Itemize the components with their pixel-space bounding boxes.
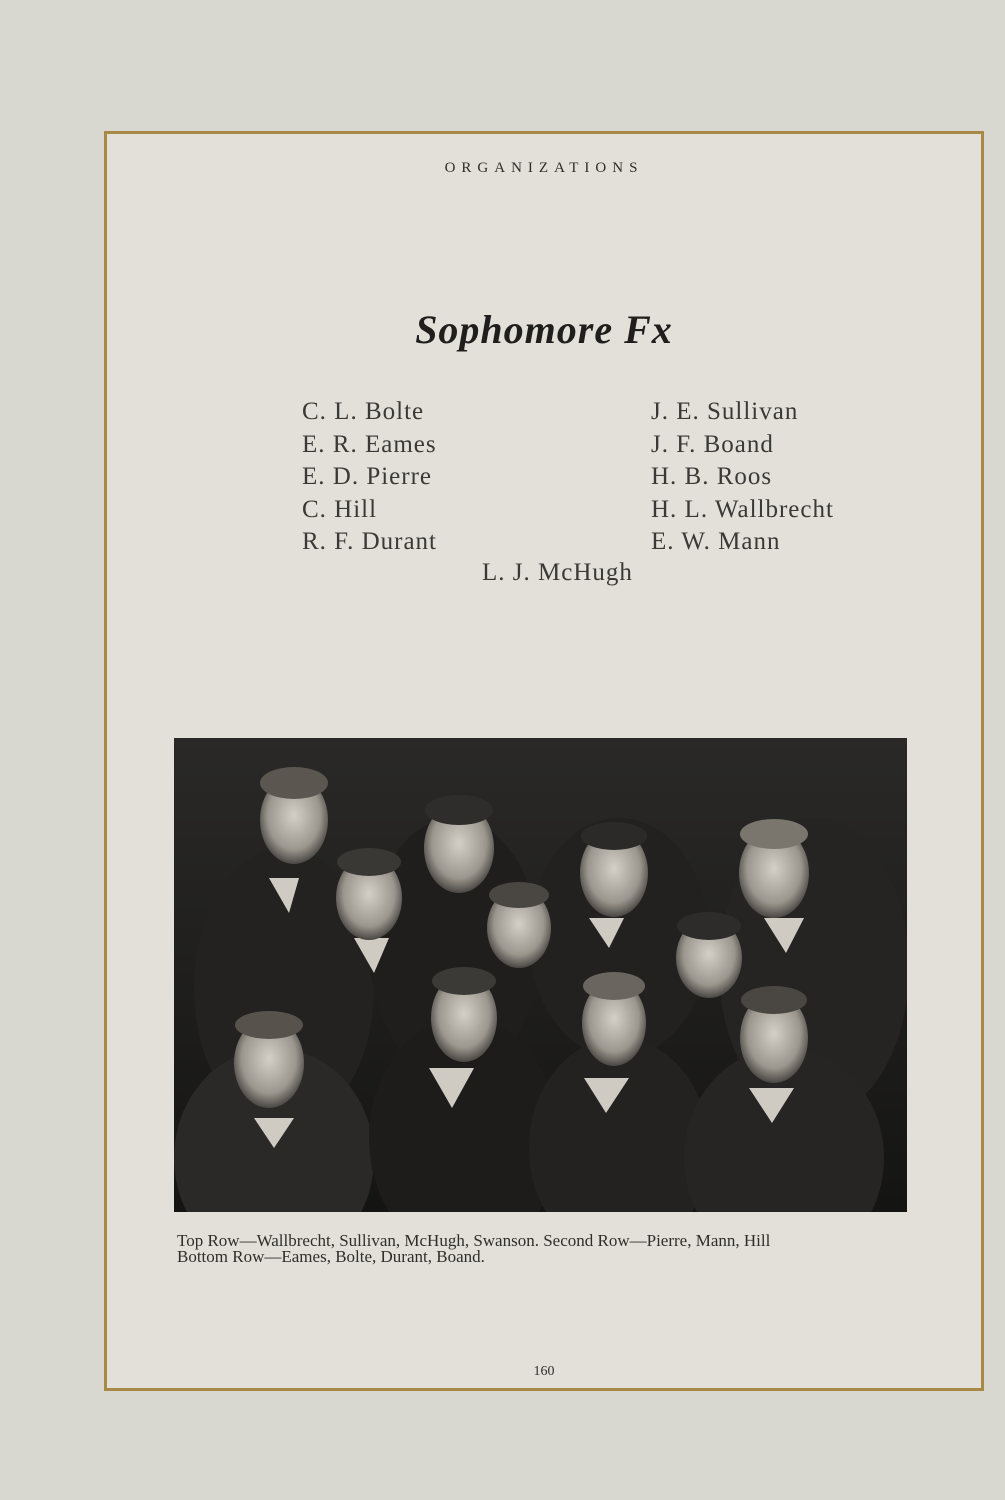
caption-line-1: Top Row—Wallbrecht, Sullivan, McHugh, Swanson. Second Row—Pierre, Mann, Hill [177, 1231, 771, 1250]
members-right-column [651, 396, 834, 559]
member-name: R. F. Durant [302, 528, 437, 555]
member-name: C. L. Bolte [302, 398, 425, 425]
page-title: Sophomore Fx [415, 307, 673, 352]
group-photo [174, 738, 907, 1212]
group-photo-illustration [174, 738, 907, 1212]
member-name: E. W. Mann [651, 528, 781, 555]
member-name: C. Hill [302, 495, 378, 523]
member-name: E. R. Eames [302, 430, 437, 458]
member-name-center: L. J. McHugh [482, 559, 633, 586]
member-name: J. E. Sullivan [651, 398, 799, 425]
member-name: J. F. Boand [651, 430, 774, 458]
member-name: H. B. Roos [651, 463, 773, 490]
photo-caption [177, 1233, 917, 1265]
page-frame [104, 131, 984, 1391]
members-left-column [302, 396, 437, 559]
member-name: H. L. Wallbrecht [651, 495, 834, 523]
caption-line-2: Bottom Row—Eames, Bolte, Durant, Boand. [177, 1247, 485, 1266]
section-header: ORGANIZATIONS [444, 160, 644, 176]
page-number: 160 [533, 1364, 555, 1379]
member-name: E. D. Pierre [302, 463, 433, 490]
